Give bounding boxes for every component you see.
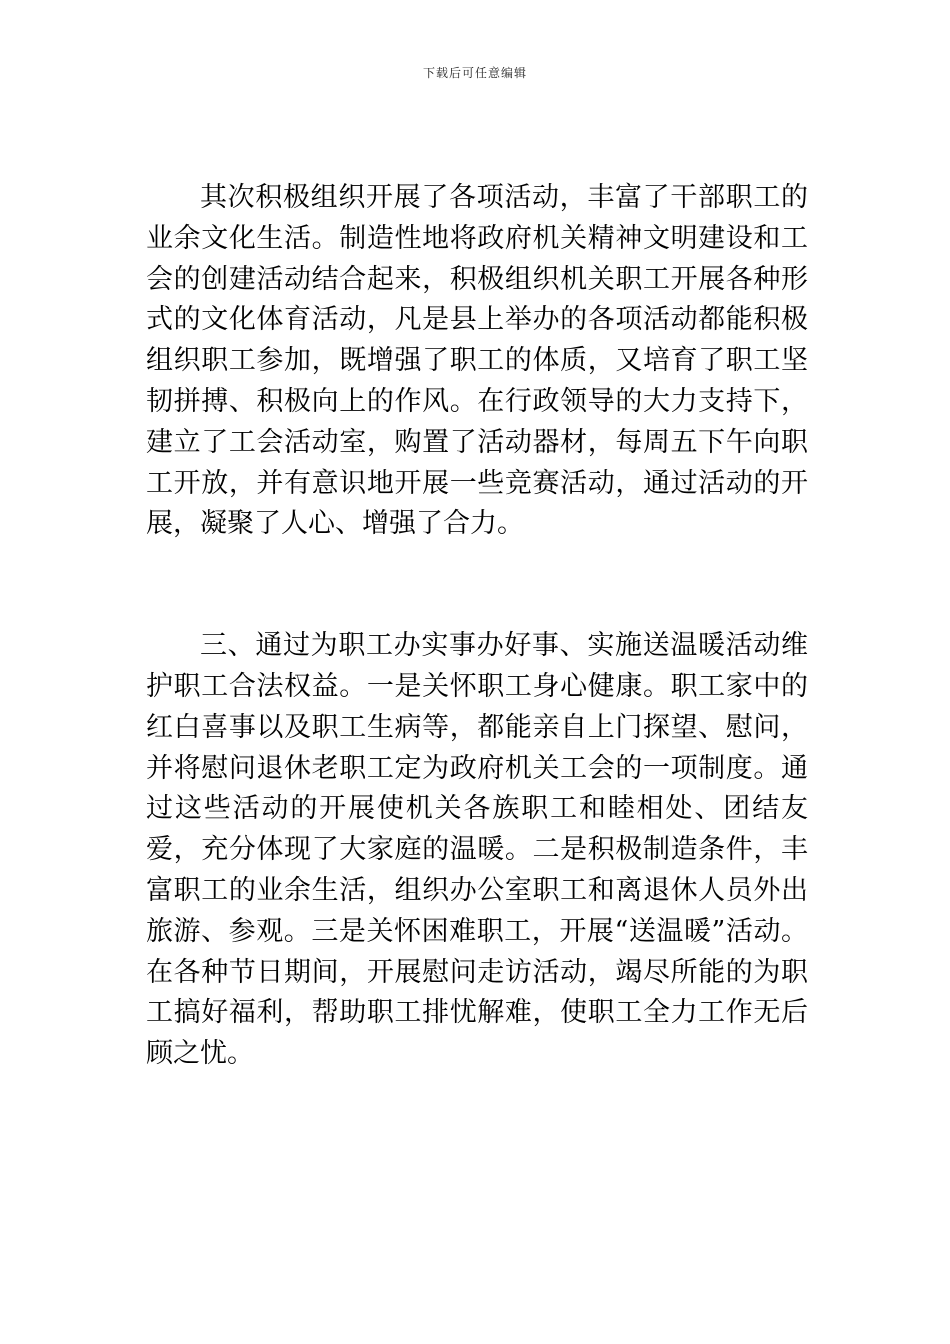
- header-note: 下载后可任意编辑: [422, 66, 527, 80]
- paragraph-worker-rights: 三、通过为职工办实事办好事、实施送温暖活动维护职工合法权益。一是关怀职工身心健康。职工家中的红白喜事以及职工生病等，都能亲自上门探望、慰问，并将慰问退休老职工定为政府机关工会的一项制度。通过这些活动的开展使机关各族职工和睦相处、团结友爱，充分体现了大家庭的温暖。二是积极制造条件，丰富职工的业余生活，组织办公室职工和离退休人员外出旅游、参观。三是关怀困难职工，开展“送温暖”活动。在各种节日期间，开展慰问走访活动，竭尽所能的为职工搞好福利，帮助职工排忧解难，使职工全力工作无后顾之忧。: [146, 630, 808, 1070]
- document-body: [146, 178, 808, 1075]
- paragraph-activities: 其次积极组织开展了各项活动，丰富了干部职工的业余文化生活。制造性地将政府机关精神文明建设和工会的创建活动结合起来，积极组织机关职工开展各种形式的文化体育活动，凡是县上举办的各项活动都能积极组织职工参加，既增强了职工的体质，又培育了职工坚韧拼搏、积极向上的作风。在行政领导的大力支持下，建立了工会活动室，购置了活动器材，每周五下午向职工开放，并有意识地开展一些竞赛活动，通过活动的开展，凝聚了人心、增强了合力。: [146, 182, 808, 540]
